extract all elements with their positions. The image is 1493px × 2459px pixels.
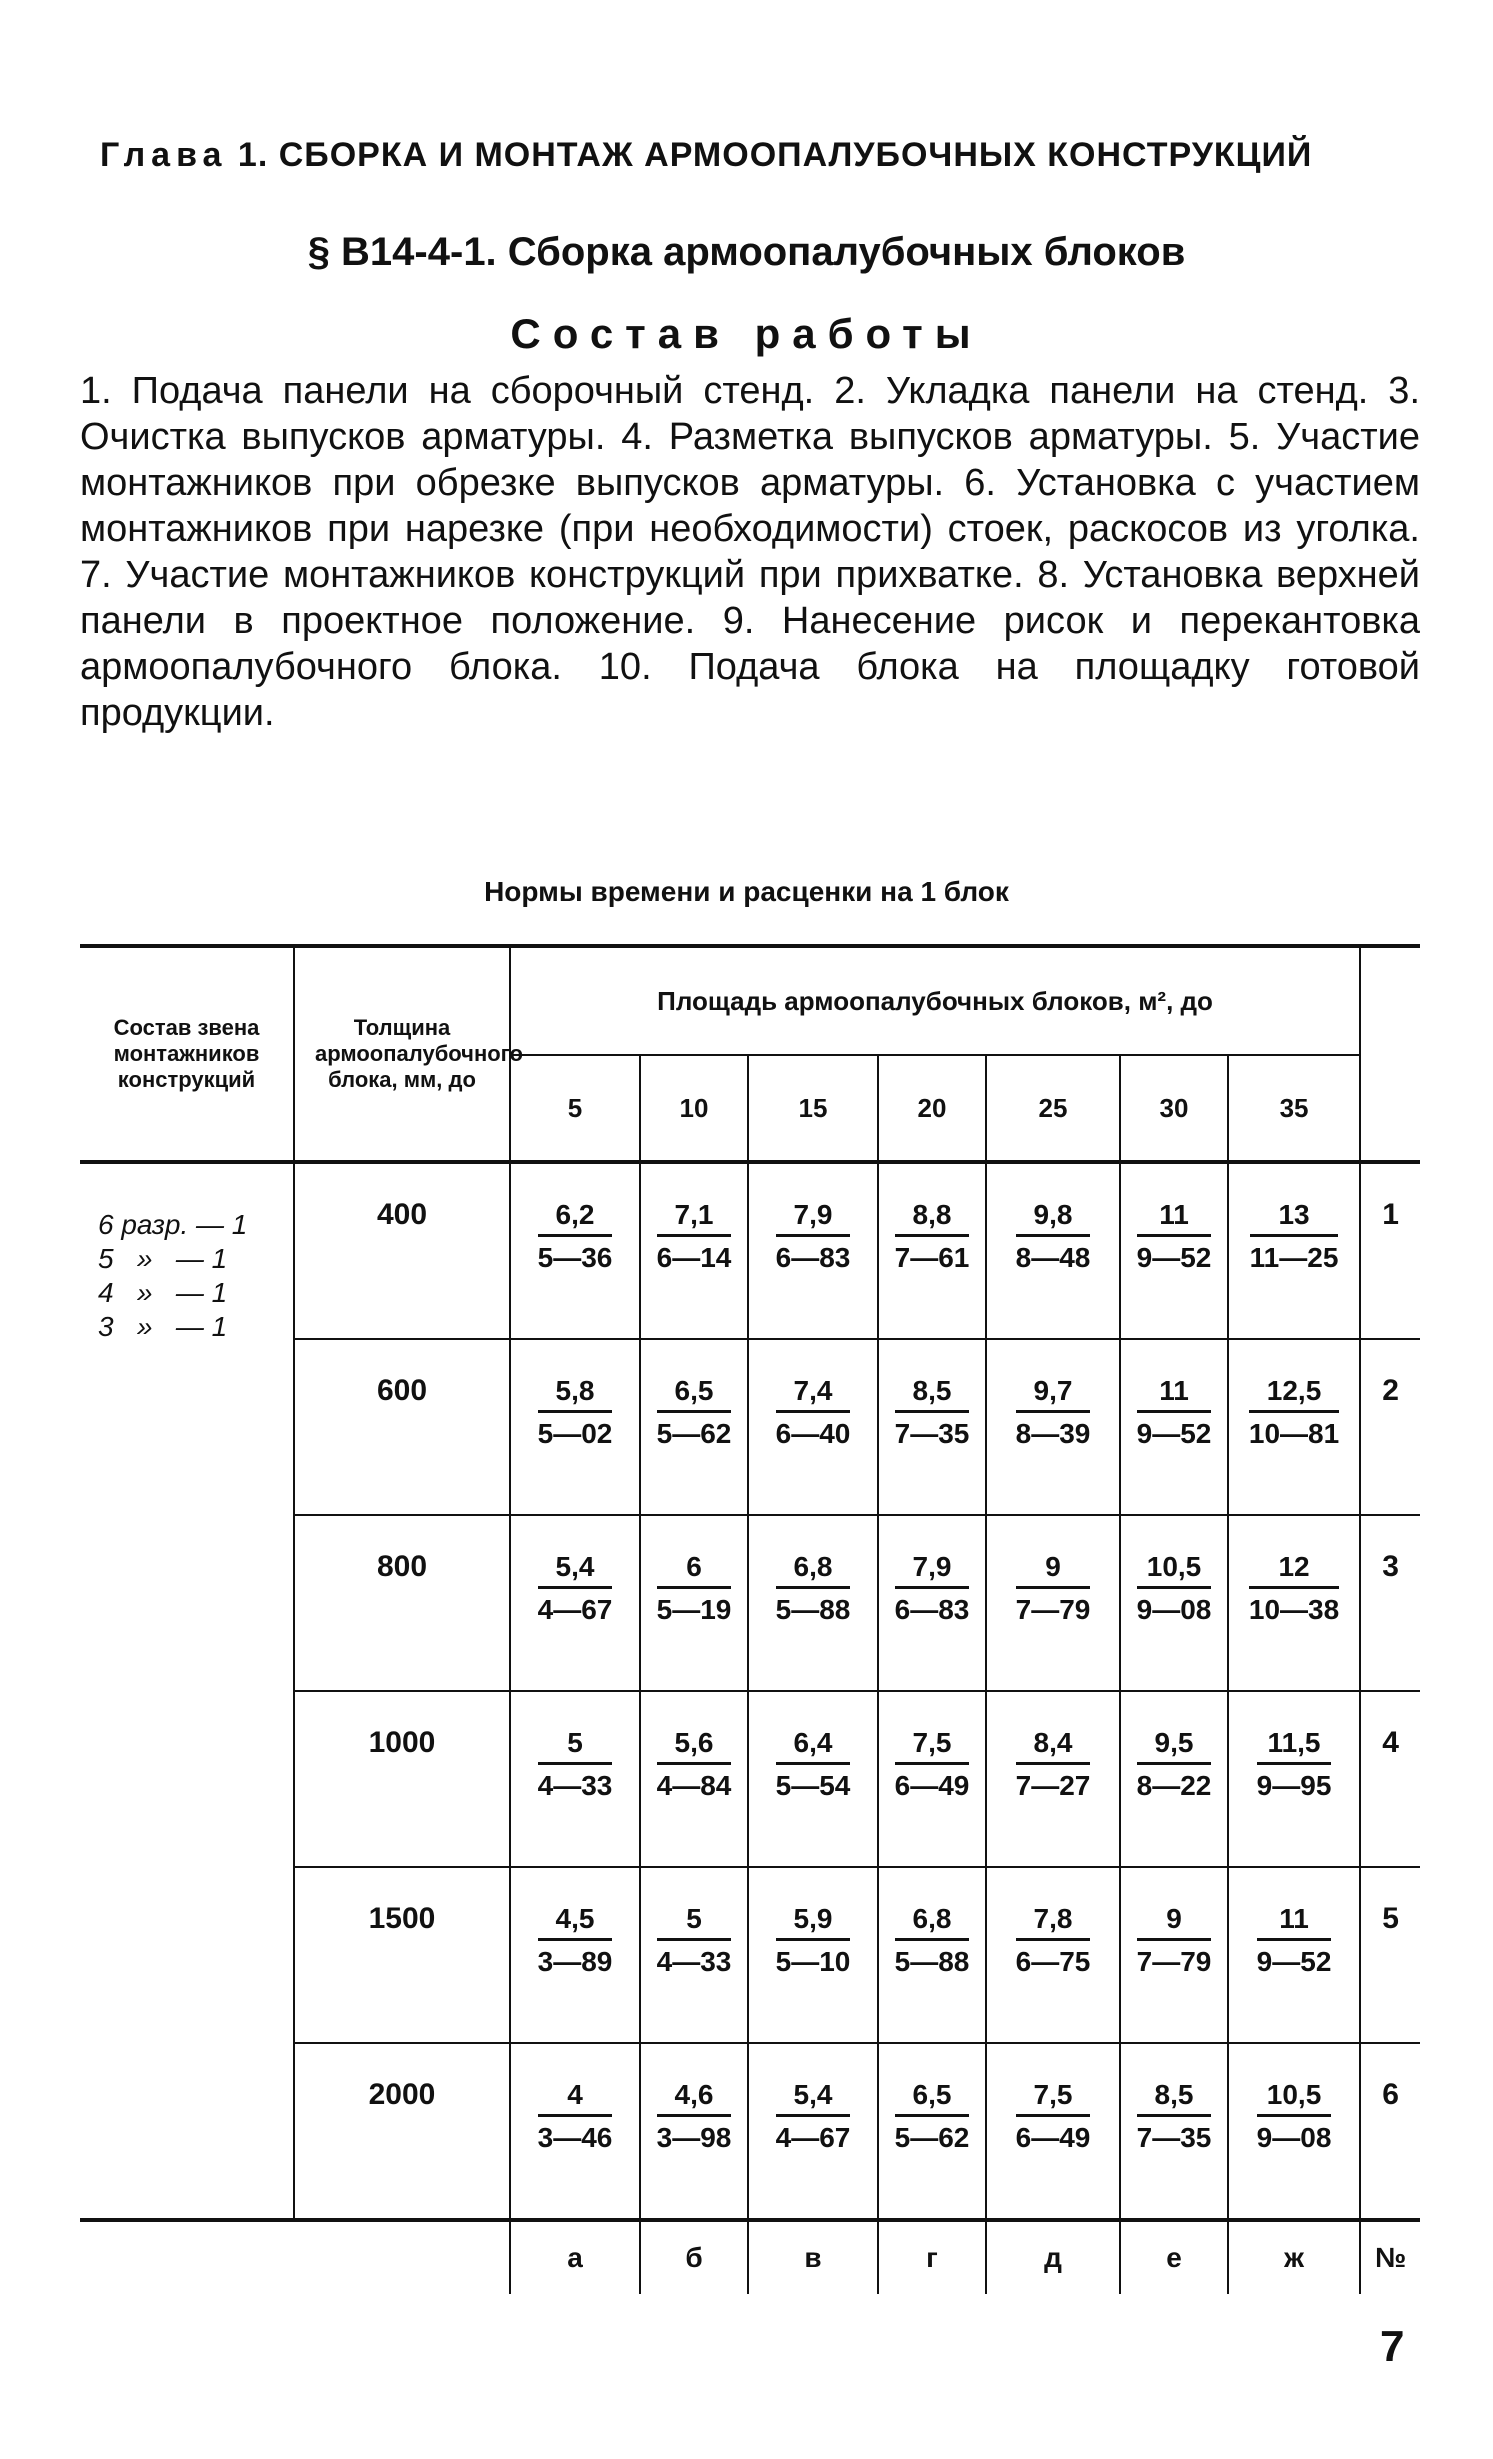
rate-value: 3—46 [537,2122,613,2153]
thickness-value: 2000 [294,2043,510,2220]
row-number: 3 [1360,1515,1420,1691]
rate-value: 5—62 [656,1418,732,1449]
rate-value: 4—33 [537,1770,613,1801]
table-caption: Нормы времени и расценки на 1 блок [484,876,1009,907]
rate-value: 5—36 [537,1242,613,1273]
norm-cell [986,2043,1120,2220]
rate-value: 6—83 [894,1594,970,1625]
norm-fraction [776,1726,851,1803]
norm-cell [986,1691,1120,1867]
norm-fraction [776,1550,851,1627]
rate-value: 6—49 [1015,2122,1091,2153]
time-norm: 9,5 [1137,1726,1212,1765]
time-norm: 4,6 [657,2078,732,2117]
rate-value: 5—19 [656,1594,732,1625]
time-norm: 7,4 [776,1374,851,1413]
time-norm: 5 [657,1902,732,1941]
header-area-col: 5 [510,1055,640,1162]
norm-cell [1120,2043,1228,2220]
rate-value: 7—27 [1015,1770,1091,1801]
column-letter: б [640,2220,748,2294]
rate-value: 10—81 [1248,1418,1340,1449]
rate-value: 4—67 [537,1594,613,1625]
norm-fraction [538,1374,613,1451]
norm-cell [878,1339,986,1515]
rate-value: 8—48 [1015,1242,1091,1273]
rate-value: 6—49 [894,1770,970,1801]
header-thickness: Толщина армоопалубочного блока, мм, до [294,946,510,1162]
time-norm: 6,5 [657,1374,732,1413]
norm-fraction [1137,1374,1212,1451]
column-letter: ж [1228,2220,1360,2294]
norm-fraction [895,1902,970,1979]
norm-fraction [1137,1726,1212,1803]
norm-fraction [657,1726,732,1803]
row-number: 1 [1360,1162,1420,1339]
norm-fraction [1016,1902,1091,1979]
rate-value: 4—67 [775,2122,851,2153]
norm-fraction [895,1198,970,1275]
rate-value: 4—84 [656,1770,732,1801]
time-norm: 6,2 [538,1198,613,1237]
norm-fraction [657,1902,732,1979]
norm-cell [748,1867,878,2043]
norm-fraction [538,1902,613,1979]
norm-cell [640,1339,748,1515]
time-norm: 6,4 [776,1726,851,1765]
norm-cell [986,1339,1120,1515]
thickness-value: 800 [294,1515,510,1691]
crew-line: 6 разр. — 1 [98,1209,248,1240]
time-norm: 6,8 [776,1550,851,1589]
header-area-col: 20 [878,1055,986,1162]
thickness-value: 1500 [294,1867,510,2043]
section-title: § В14-4-1. Сборка армоопалубочных блоков [307,230,1186,274]
norm-fraction [1249,1374,1339,1451]
row-number: 6 [1360,2043,1420,2220]
norm-fraction [538,2078,613,2155]
rate-value: 9—52 [1136,1418,1212,1449]
rate-value: 6—14 [656,1242,732,1273]
header-area-col: 35 [1228,1055,1360,1162]
rate-value: 9—08 [1136,1594,1212,1625]
norm-fraction [657,1198,732,1275]
footer-blank [80,2220,294,2294]
time-norm: 10,5 [1137,1550,1212,1589]
norm-fraction [895,1550,970,1627]
time-norm: 5,4 [776,2078,851,2117]
time-norm: 10,5 [1257,2078,1332,2117]
rate-value: 6—83 [775,1242,851,1273]
norm-cell [878,1867,986,2043]
rate-value: 10—38 [1248,1594,1340,1625]
rate-value: 5—02 [537,1418,613,1449]
norm-fraction [895,1726,970,1803]
rate-value: 5—88 [894,1946,970,1977]
column-letter: г [878,2220,986,2294]
norm-cell [748,1339,878,1515]
norm-fraction [538,1550,613,1627]
norm-fraction [538,1198,613,1275]
norm-cell [748,2043,878,2220]
norm-fraction [1257,1726,1332,1803]
column-letter: е [1120,2220,1228,2294]
column-letter: а [510,2220,640,2294]
rate-value: 4—33 [656,1946,732,1977]
header-area-col: 10 [640,1055,748,1162]
crew-line: 4 » — 1 [98,1277,228,1308]
time-norm: 5,4 [538,1550,613,1589]
row-number: 4 [1360,1691,1420,1867]
footer-blank [294,2220,510,2294]
time-norm: 8,4 [1016,1726,1091,1765]
time-norm: 12 [1249,1550,1339,1589]
norm-cell [748,1691,878,1867]
norm-cell [510,1162,640,1339]
norm-cell [1120,1162,1228,1339]
norm-fraction [1249,1550,1339,1627]
norm-cell [510,1691,640,1867]
time-norm: 7,5 [895,1726,970,1765]
norm-cell [640,1691,748,1867]
norm-cell [1228,1515,1360,1691]
norm-fraction [776,2078,851,2155]
composition-heading: Состав работы [510,310,983,357]
rate-value: 7—79 [1015,1594,1091,1625]
header-area-col: 25 [986,1055,1120,1162]
rate-value: 9—52 [1256,1946,1332,1977]
norm-cell [1228,1339,1360,1515]
time-norm: 11 [1137,1198,1212,1237]
chapter-prefix: Глава [100,136,228,174]
norm-fraction [1137,2078,1212,2155]
header-no-blank [1360,946,1420,1162]
time-norm: 9,7 [1016,1374,1091,1413]
time-norm: 11 [1137,1374,1212,1413]
norm-fraction [1137,1550,1212,1627]
time-norm: 11,5 [1257,1726,1332,1765]
norm-fraction [657,2078,732,2155]
rate-value: 7—79 [1136,1946,1212,1977]
crew-line: 3 » — 1 [98,1311,228,1342]
time-norm: 8,5 [895,1374,970,1413]
time-norm: 4 [538,2078,613,2117]
rate-value: 11—25 [1249,1242,1339,1273]
norm-cell [1120,1867,1228,2043]
rate-value: 7—61 [894,1242,970,1273]
footer-row [80,2220,1420,2294]
norm-fraction [895,2078,970,2155]
norm-cell [878,1515,986,1691]
norm-cell [1228,1162,1360,1339]
crew-composition [80,1162,294,2220]
rate-value: 6—40 [775,1418,851,1449]
thickness-value: 400 [294,1162,510,1339]
norm-fraction [1250,1198,1339,1275]
norm-cell [510,1515,640,1691]
column-letter: д [986,2220,1120,2294]
norm-fraction [776,1902,851,1979]
norm-fraction [1137,1198,1212,1275]
time-norm: 7,8 [1016,1902,1091,1941]
norm-fraction [1257,1902,1332,1979]
row-number: 5 [1360,1867,1420,2043]
thickness-value: 600 [294,1339,510,1515]
norm-fraction [895,1374,970,1451]
time-norm: 4,5 [538,1902,613,1941]
norm-cell [986,1162,1120,1339]
norm-fraction [538,1726,613,1803]
norm-cell [640,1515,748,1691]
norm-cell [510,1867,640,2043]
norm-cell [640,1867,748,2043]
norms-table [80,944,1420,2294]
norm-cell [640,1162,748,1339]
header-area-col: 15 [748,1055,878,1162]
time-norm: 7,5 [1016,2078,1091,2117]
time-norm: 8,5 [1137,2078,1212,2117]
norm-cell [1120,1339,1228,1515]
norm-cell [748,1162,878,1339]
time-norm: 7,9 [895,1550,970,1589]
norm-fraction [776,1374,851,1451]
norm-fraction [1016,1726,1091,1803]
norm-fraction [1016,1198,1091,1275]
norm-cell [878,1162,986,1339]
norm-cell [510,1339,640,1515]
time-norm: 6,5 [895,2078,970,2117]
norm-fraction [657,1374,732,1451]
norm-cell [1120,1515,1228,1691]
work-composition-text: 1. Подача панели на сборочный стенд. 2. Укладка панели на стенд. 3. Очистка выпусков арматуры. 4. Разметка выпусков арматуры. 5. Участие монтажников при обрезке выпусков арматуры. 6. Установка с участием монтажников при нарезке (при необходимости) стоек, раскосов из уголка. 7. Участие монтажников конструкций при прихватке. 8. Установка верхней панели в проектное положение. 9. Нанесение рисок и перекантовка армоопалубочного блока. 10. Подача блока на площадку готовой продукции. [80,370,1420,734]
table-row [80,1162,1420,1339]
norm-fraction [1016,2078,1091,2155]
norm-cell [1228,1867,1360,2043]
footer-no-label: № [1360,2220,1420,2294]
chapter-title: 1. СБОРКА И МОНТАЖ АРМООПАЛУБОЧНЫХ КОНСТРУКЦИЙ [237,136,1313,174]
time-norm: 7,1 [657,1198,732,1237]
norm-fraction [1257,2078,1332,2155]
page-number: 7 [1380,2322,1405,2371]
time-norm: 9 [1016,1550,1091,1589]
time-norm: 5 [538,1726,613,1765]
time-norm: 5,6 [657,1726,732,1765]
time-norm: 11 [1257,1902,1332,1941]
time-norm: 5,8 [538,1374,613,1413]
time-norm: 8,8 [895,1198,970,1237]
row-number: 2 [1360,1339,1420,1515]
norm-fraction [1016,1374,1091,1451]
header-area: Площадь армоопалубочных блоков, м², до [510,946,1360,1055]
norm-fraction [1016,1550,1091,1627]
column-letter: в [748,2220,878,2294]
rate-value: 5—88 [775,1594,851,1625]
time-norm: 9,8 [1016,1198,1091,1237]
rate-value: 7—35 [894,1418,970,1449]
rate-value: 6—75 [1015,1946,1091,1977]
rate-value: 7—35 [1136,2122,1212,2153]
norm-cell [1120,1691,1228,1867]
rate-value: 8—39 [1015,1418,1091,1449]
rate-value: 3—98 [656,2122,732,2153]
norm-fraction [776,1198,851,1275]
norm-cell [878,2043,986,2220]
time-norm: 7,9 [776,1198,851,1237]
norm-cell [510,2043,640,2220]
chapter-heading [100,136,1420,175]
time-norm: 5,9 [776,1902,851,1941]
header-crew: Состав звена монтажников конструкций [80,946,294,1162]
time-norm: 6,8 [895,1902,970,1941]
time-norm: 12,5 [1249,1374,1339,1413]
rate-value: 9—08 [1256,2122,1332,2153]
rate-value: 9—52 [1136,1242,1212,1273]
norm-cell [748,1515,878,1691]
norm-fraction [1137,1902,1212,1979]
rate-value: 5—10 [775,1946,851,1977]
rate-value: 9—95 [1256,1770,1332,1801]
time-norm: 6 [657,1550,732,1589]
norm-cell [986,1867,1120,2043]
thickness-value: 1000 [294,1691,510,1867]
rate-value: 8—22 [1136,1770,1212,1801]
rate-value: 5—62 [894,2122,970,2153]
norm-cell [878,1691,986,1867]
rate-value: 5—54 [775,1770,851,1801]
rate-value: 3—89 [537,1946,613,1977]
norm-cell [986,1515,1120,1691]
norm-fraction [657,1550,732,1627]
time-norm: 13 [1250,1198,1339,1237]
norm-cell [640,2043,748,2220]
time-norm: 9 [1137,1902,1212,1941]
header-area-col: 30 [1120,1055,1228,1162]
norm-cell [1228,2043,1360,2220]
norm-cell [1228,1691,1360,1867]
crew-line: 5 » — 1 [98,1243,228,1274]
